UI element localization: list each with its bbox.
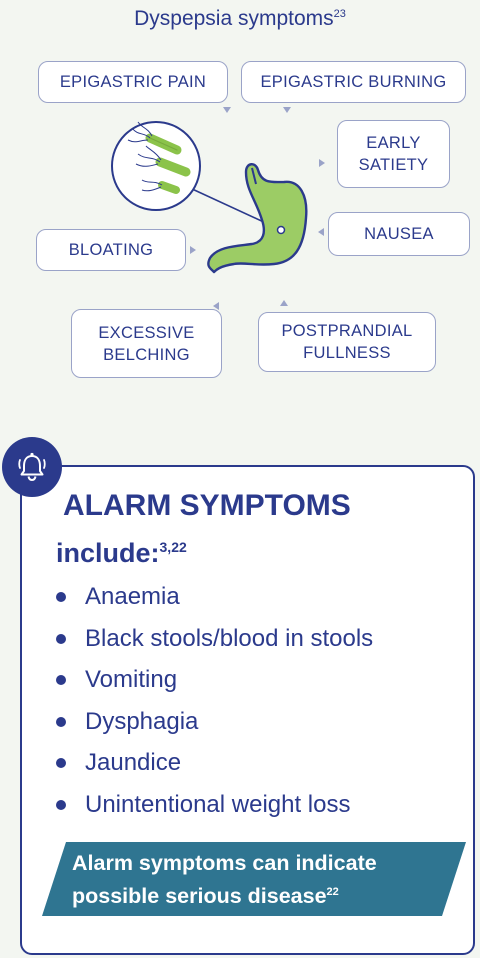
symptom-epigastric-burning: EPIGASTRIC BURNING	[241, 61, 466, 103]
arrow-from-epigastric-pain	[223, 107, 231, 113]
symptom-excessive-belching: EXCESSIVE BELCHING	[71, 309, 222, 378]
stomach-icon	[208, 164, 306, 272]
list-item: Unintentional weight loss	[54, 785, 373, 827]
bacteria-icon	[112, 122, 200, 210]
bell-icon	[15, 450, 49, 484]
symptom-epigastric-pain: EPIGASTRIC PAIN	[38, 61, 228, 103]
list-item: Anaemia	[54, 577, 373, 619]
list-item: Jaundice	[54, 743, 373, 785]
warning-banner-text: Alarm symptoms can indicate possible serious disease$^{22}$	[72, 851, 377, 909]
arrow-from-epigastric-burning	[283, 107, 291, 113]
arrow-from-postprandial-fullness	[280, 300, 288, 306]
arrow-from-early-satiety	[319, 159, 325, 167]
alarm-heading: ALARM SYMPTOMS	[63, 489, 351, 522]
arrow-from-bloating	[190, 246, 196, 254]
arrow-from-excessive-belching	[213, 302, 219, 310]
warning-banner-reference: 22	[326, 886, 339, 898]
page-title-reference: 23	[333, 8, 346, 20]
alarm-subheading: include:$^{3,22}$	[56, 538, 187, 568]
list-item: Dysphagia	[54, 702, 373, 744]
symptom-postprandial-fullness: POSTPRANDIAL FULLNESS	[258, 312, 436, 372]
symptom-bloating: BLOATING	[36, 229, 186, 271]
symptom-early-satiety: EARLY SATIETY	[337, 120, 450, 188]
list-item: Vomiting	[54, 660, 373, 702]
alarm-subheading-reference: 3,22	[159, 539, 187, 555]
bell-badge	[2, 437, 62, 497]
arrow-from-nausea	[318, 228, 324, 236]
symptom-nausea: NAUSEA	[328, 212, 470, 256]
list-item: Black stools/blood in stools	[54, 619, 373, 661]
page-title-text: Dyspepsia symptoms	[134, 7, 334, 30]
alarm-symptom-list	[54, 577, 373, 826]
